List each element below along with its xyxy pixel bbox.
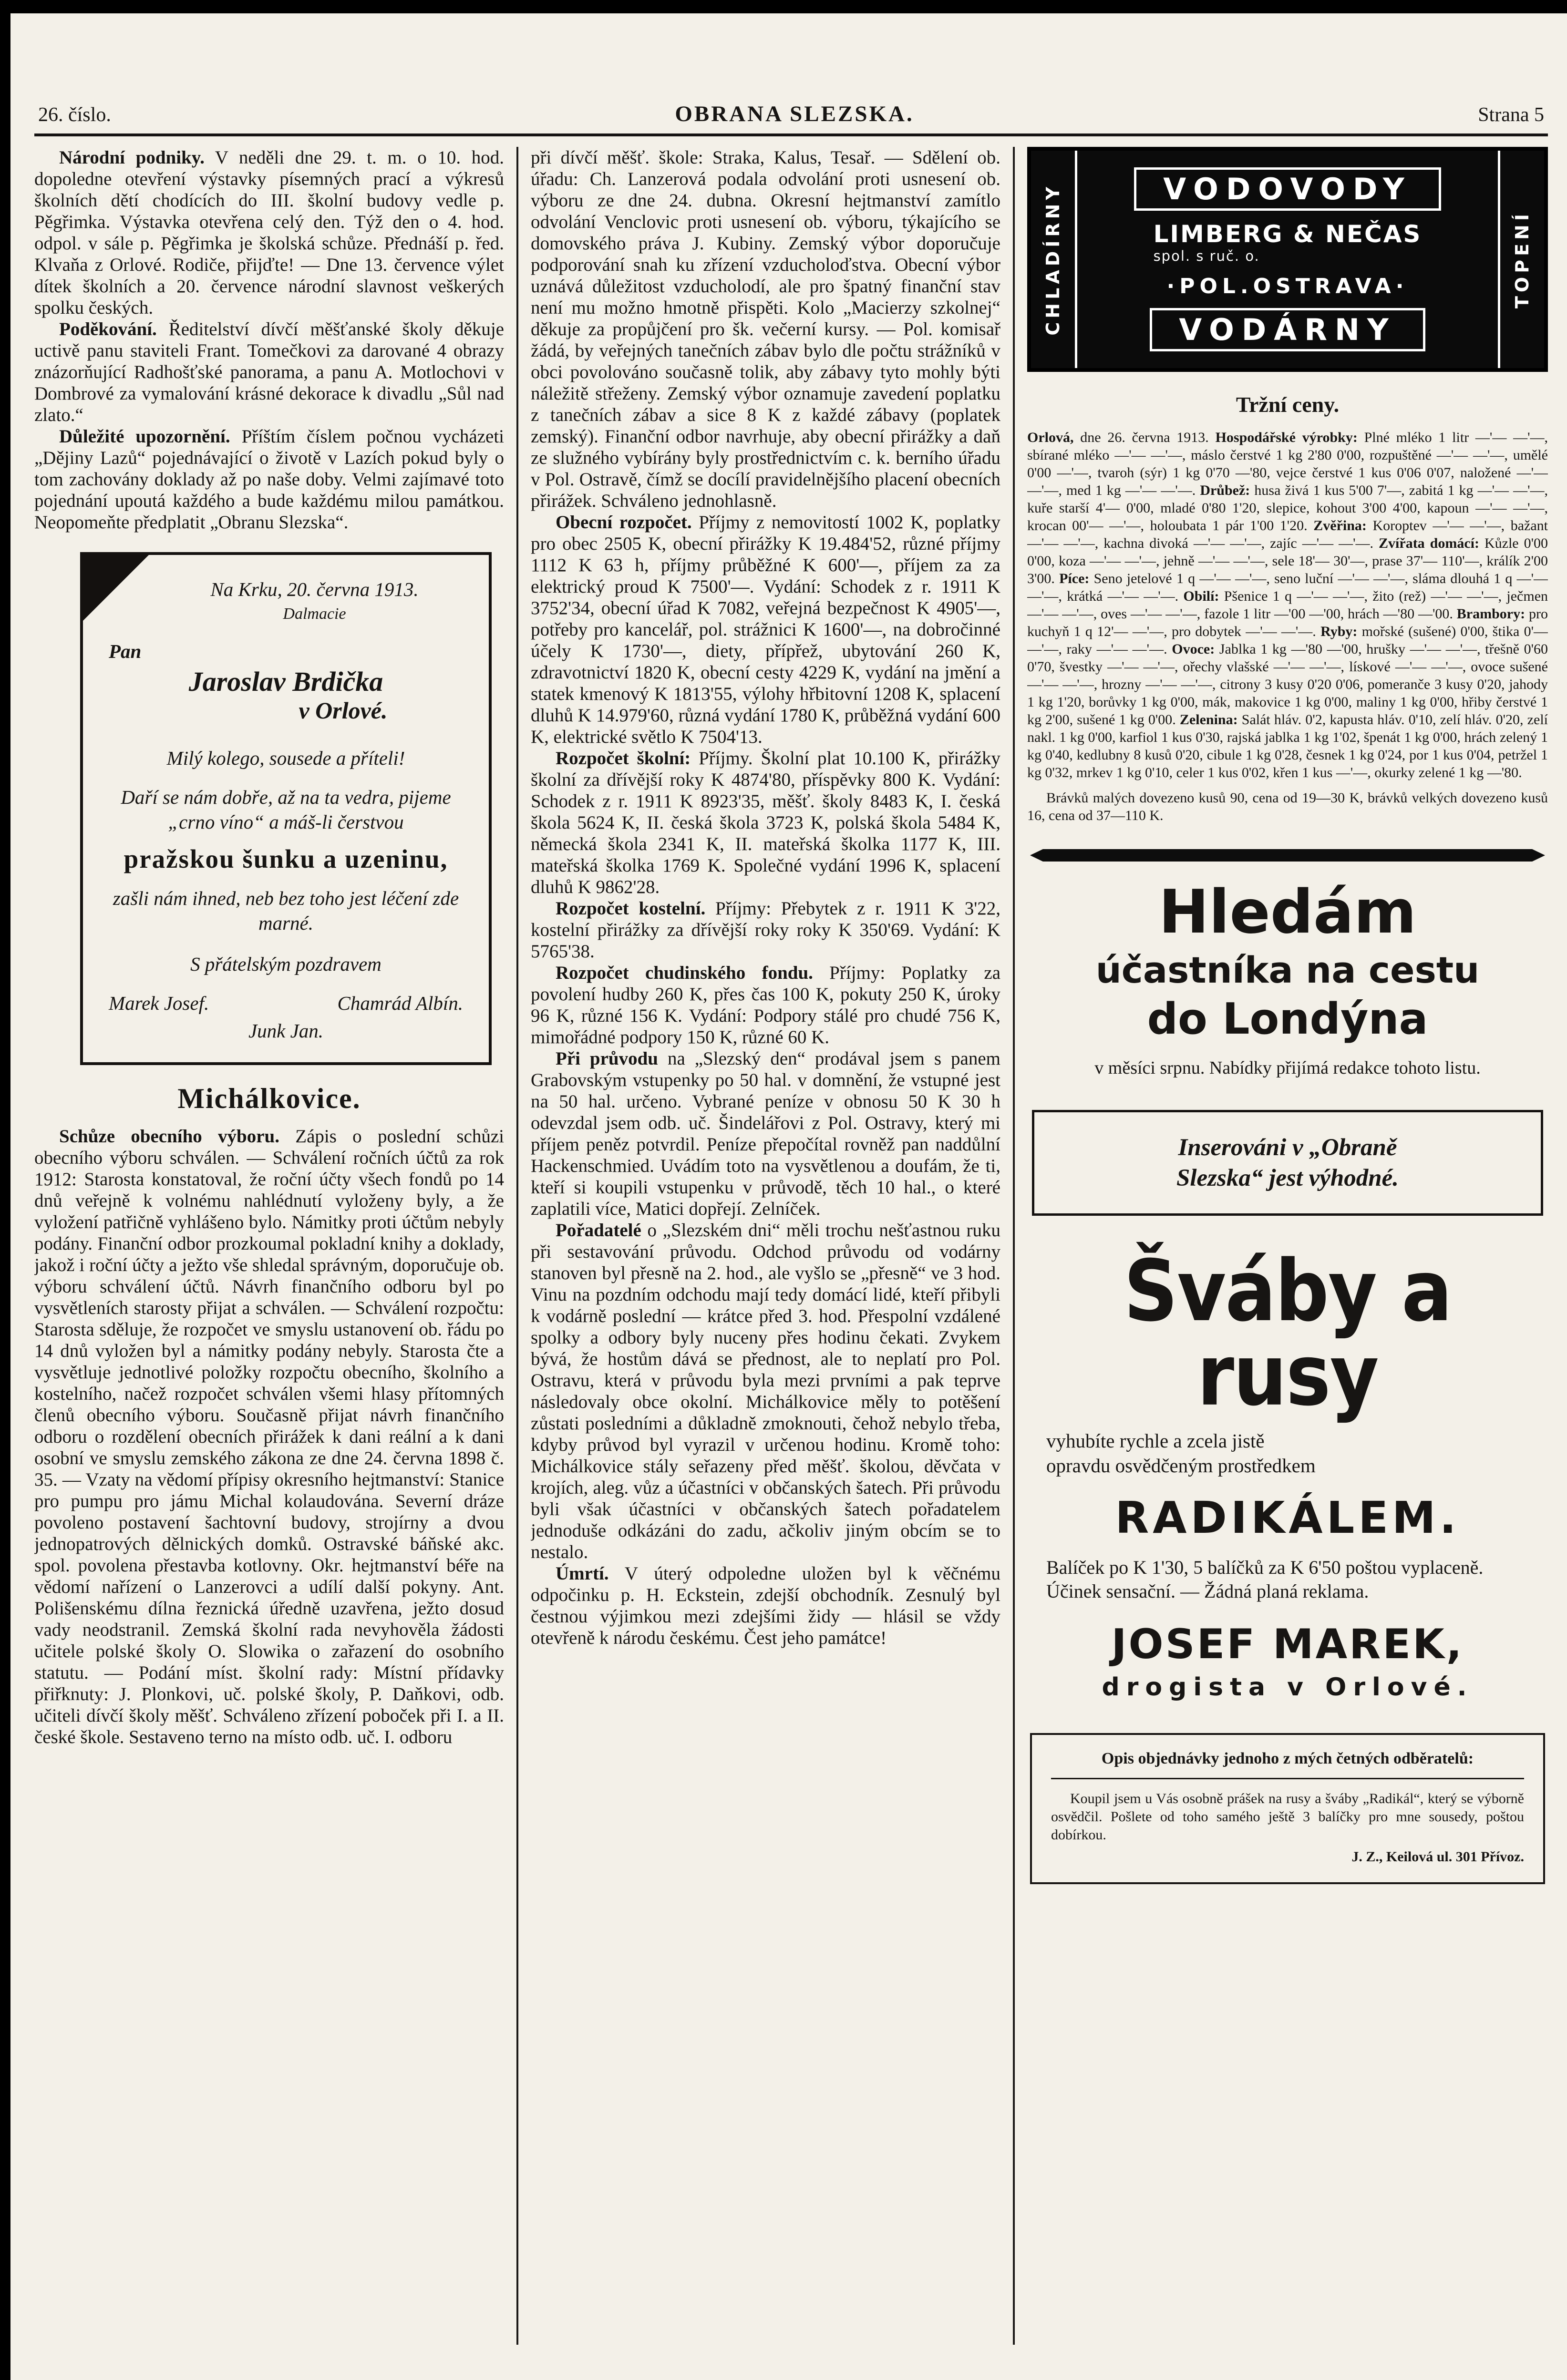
inzerce-line-2: Slezska“ jest výhodné. xyxy=(1176,1164,1399,1191)
article-continuation xyxy=(531,147,1000,512)
market-category: Zvířata domácí: xyxy=(1379,535,1479,551)
ad-hledam xyxy=(1027,877,1548,1079)
letter-body-2: zašli nám ihned, neb bez toho jest léčení zde marné. xyxy=(113,887,459,934)
letter-signature-3: Junk Jan. xyxy=(248,1020,324,1042)
article-upozorneni xyxy=(34,426,504,533)
article-text: V neděli dne 29. t. m. o 10. hod. dopoledne otevření výstavky písemných prací a výkresů školních dětí chodících do III. školní budovy vedle p. Pěgřimka. Výstavka otevřena celý den. Týž den o 4. hod. odpol. v sále p. Pěgřimka je školská schůze. Přednáší p. řed. Klvaňa z Orlové. Rodiče, přijďte! — Dne 13. července výlet dítek školních a 20. července národní slavnost veškerých spolku českých. xyxy=(34,147,504,318)
column-middle xyxy=(531,147,1000,2345)
market-text: mořské (sušené) 0'00, štika 0'— —'—, raky —'— —'—. xyxy=(1027,624,1548,657)
market-category: Zelenina: xyxy=(1179,712,1238,728)
market-category: Píce: xyxy=(1059,571,1090,586)
letter-signature-1: Marek Josef. xyxy=(109,992,209,1014)
opis-body: Koupil jsem u Vás osobně prášek na rusy a šváby „Radikál“, který se výborně osvědčil. Pošlete od toho samého ještě 3 balíčky pro mne sousedy, poštou dobírkou. xyxy=(1051,1790,1524,1843)
market-category: Hospodářské výrobky: xyxy=(1215,430,1358,445)
section-heading-michalkovice: Michálkovice. xyxy=(177,1083,361,1114)
article-lead: Úmrtí. xyxy=(556,1563,609,1584)
letter-dateline: Na Krku, 20. června 1913. xyxy=(210,578,419,600)
letter-signatures xyxy=(109,991,463,1016)
masthead-rule xyxy=(34,133,1548,136)
letter-product-highlight: pražskou šunku a uzeninu, xyxy=(124,844,448,873)
article-text: Zápis o poslední schůzi obecního výboru schválen. — Schválení ročních účtů za rok 1912: Starosta konstatoval, že roční účty všech fondů po 14 dnů veřejně k volnému nahlédnutí vyloženy byly, a že vyložení patřičně vyhlášeno bylo. Námitky proti účtům nebyly podány. Finanční odbor prozkoumal pokladní knihy a doklady, jakož i roční účty a ježto vše shledal správným, doporučuje ob. výboru schválení účtů. Návrh finančního odboru byl po vysvětleních starosty přijat a schválen. — Schválení rozpočtu: Starosta sděluje, že rozpočet ve smyslu ustanovení ob. řádu po 14 dnů vyložen byl a námitky podány nebyly. Starosta čte a vysvětluje jednotlivé položky rozpočtu obecního, školního a kostelního, načež rozpočet schválen všemi hlasy přítomných členů obecního výboru. Současně přijat návrh finančního odboru o rozdělení obecních přirážek k dani reální a k dani osobní ve smyslu zemského zákona ze dne 24. června 1898 č. 35. — Vzaty na vědomí přípisy okresního hejtmanství: Stanice pro pumpu pro jámu Michal kolaudována. Severní dráze povoleno postavení šachtovní budovy, strojírny a dvou jednopatrových dělnických domků. Ostravské báňské akc. spol. povolena přestavba kotlovny. Okr. hejtmanství béře na vědomí nařízení o Lanzerovci a udílí další pokyny. Ant. Polišenskému dílna řeznická úředně uzavřena, ježto dosud vady neodstranil. Zemská školní rada nevyhověla žádosti učitele polské školy O. Slowika o zařazení do osobního statutu. — Podání míst. školní rady: Místní přídavky přiřknuty: J. Plonkovi, uč. polské školy, P. Daňkovi, odb. učiteli dívčí školy měšť. Schváleno zřízení poboček při I. a II. české škole. Sestaveno terno na místo odb. uč. I. odboru xyxy=(34,1126,504,1747)
firm-name: LIMBERG & NEČAS xyxy=(1153,220,1422,248)
article-text: Příjmy: Poplatky za povolení hudby 260 K, přes čas 100 K, pokuty 250 K, úroky 96 K, různé 156 K. Vydání: Podpory stálé pro chudé 756 K, mimořádné podpory 150 K, různé 60 K. xyxy=(531,963,1000,1047)
market-text: Salát hláv. 0'2, kapusta hláv. 0'10, zelí hláv. 0'20, zelí nakl. 1 kg 0'00, karfiol 1 kus 0'30, rajská jablka 1 kg 1'02, špenát 1 kg 0'00, hrách zelený 1 kg 0'40, kedlubny 8 kusů 0'20, cibule 1 kg 0'28, česnek 1 kg 0'24, por 1 kus 0'04, petržel 1 kg 0'32, mrkev 1 kg 0'10, celer 1 kus 0'02, křen 1 kus —'—, okurky zelené 1 kg —'80. xyxy=(1027,712,1548,780)
article-lead: Poděkování. xyxy=(59,319,157,339)
article-text: Příjmy: Přebytek z r. 1911 K 3'22, kostelní přirážky za dřívější roky roky K 350'69. Vydání: K 5765'38. xyxy=(531,898,1000,962)
article-poradatele xyxy=(531,1220,1000,1563)
article-lead: Pořadatelé xyxy=(556,1220,641,1241)
page-number: Strana 5 xyxy=(1478,104,1544,126)
article-lead: Národní podniky. xyxy=(59,147,205,168)
market-text: dne 26. června 1913. xyxy=(1080,430,1209,445)
vertical-label-text: CHLADÍRNY xyxy=(1042,183,1063,336)
article-narodni-podniky xyxy=(34,147,504,318)
column-left xyxy=(34,147,504,2345)
article-lead: Důležité upozornění. xyxy=(59,426,230,447)
tapered-rule xyxy=(1030,849,1545,862)
market-category: Drůbež: xyxy=(1200,482,1250,498)
letter-signature-2: Chamrád Albín. xyxy=(337,992,463,1014)
article-pri-pruvodu xyxy=(531,1048,1000,1220)
scan-edge-left xyxy=(0,0,10,2380)
market-text: Plné mléko 1 litr —'— —'—, sbírané mléko —'— —'—, máslo čerstvé 1 kg 2'80 0'00, rozpuštěné —'— —'—, umělé 0'00 —'—, tvaroh (sýr) 1 kg 0'70 —'80, vejce čerstvé 1 kus 0'06 0'07, naložené —'— —'—, med 1 kg —'— —'—. xyxy=(1027,430,1548,498)
letter-closing: S přátelským pozdravem xyxy=(190,953,381,975)
ad-vodovody xyxy=(1027,147,1548,372)
market-prices xyxy=(1027,429,1548,781)
article-schuze-vyboru xyxy=(34,1126,504,1748)
market-note: Brávků malých dovezeno kusů 90, cena od 19—30 K, brávků velkých dovezeno kusů 16, cena od 37—110 K. xyxy=(1027,790,1548,823)
market-text: Jablka 1 kg —'80 —'00, hrušky —'— —'—, třešně 0'60 0'70, švestky —'— —'—, ořechy vlašské —'— —'—, lískové —'— —'—, ovoce sušené —'— —'—, hrozny —'— —'—, citrony 3 kusy 0'20 0'06, pomeranče 3 kusy 0'20, jahody 1 kg 1'20, borůvky 1 kg 0'00, mák, makovice 1 kg 0'00, maliny 1 kg 0'00, hřiby čerstvé 1 kg 2'00, sušené 1 kg 0'00. xyxy=(1027,641,1548,728)
issue-number: 26. číslo. xyxy=(38,104,111,126)
letter-recipient-name: Jaroslav Brdička xyxy=(188,666,383,697)
hledam-subheadline-1: účastníka na cestu xyxy=(1095,949,1480,992)
article-lead: Při průvodu xyxy=(556,1048,658,1069)
article-obecni-rozpocet xyxy=(531,512,1000,748)
paper-title: OBRANA SLEZSKA. xyxy=(675,102,914,126)
article-lead: Rozpočet školní: xyxy=(556,748,691,769)
inzerce-line-1: Inserováni v „Obraně xyxy=(1178,1134,1397,1161)
market-dateline: Orlová, xyxy=(1027,430,1074,445)
hledam-headline: Hledám xyxy=(1158,877,1417,947)
article-text: Příjmy. Školní plat 10.100 K, přirážky školní za dřívější roky K 4874'80, příspěvky 800 K. Vydání: Schodek z r. 1911 K 8923'35, měšť. školy 8483 K, I. česká škola 5624 K, II. česká škola 3723 K, polská škola 5484 K, německá škola 2341 K, II. mateřská školka 1177 K, III. mateřská školka 1769 K. Společné vydání 1996 K, splacení dluhů K 9862'28. xyxy=(531,748,1000,897)
market-text: husa živá 1 kus 5'00 7'—, zabitá 1 kg —'— —'—, kuře starší 4'— 0'00, mladé 0'80 1'20, slepice, kohout 3'00 4'00, kapoun —'— —'—, krocan 00'— —'—, holoubata 1 pár 1'00 1'20. xyxy=(1027,482,1548,533)
article-lead: Rozpočet kostelní. xyxy=(556,898,706,919)
vertical-label-text: TOPENÍ xyxy=(1512,210,1533,308)
svaby-intro xyxy=(1027,1428,1548,1478)
svaby-headline: Šváby a rusy xyxy=(1124,1242,1452,1425)
hledam-body: v měsíci srpnu. Nabídky přijímá redakce tohoto listu. xyxy=(1094,1057,1481,1078)
opis-heading: Opis objednávky jednoho z mých četných odběratelů: xyxy=(1051,1748,1524,1779)
svaby-intro-line-2: opravdu osvědčeným prostředkem xyxy=(1046,1454,1316,1477)
article-lead: Schůze obecního výboru. xyxy=(59,1126,279,1147)
ad-vodovody-center xyxy=(1077,151,1498,368)
article-text: při dívčí měšť. škole: Straka, Kalus, Tesař. — Sdělení ob. úřadu: Ch. Lanzerová podala odvolání proti usnesení ob. výboru ze dne 24. dubna. Okresní hejtmanství zamítlo odvolání Venclovic proti usnesení ob. výboru, týkajícího se domovského práva J. Kubiny. Zemský výbor doporučuje podporování snah ku zřízení vzducholoďstva. Obecní výbor uznává důležitost vzducholodí, ale pro špatný finanční stav není mu možno hmotně přispěti. Kolo „Macierzy szkolnej“ děkuje za propůjčení pro šk. večerní kursy. — Pol. komisař žádá, by veřejných tanečních zábav bylo dle počtu strážníků v obci povolováno současně tolik, aby zábavy tyto mohly býti náležitě střeženy. Zemský výbor oznamuje zavedení poplatku z tanečních zábav a sice 8 K z každé zábavy (poplatek zemský). Finanční odbor navrhuje, aby obecní přirážky a daň ze služného vybírány byly prostřednictvím c. k. berního úřadu v Pol. Ostravě, čímž se docílí pravidelnějšího placení obecních přirážek. Schváleno jednohlasně. xyxy=(531,147,1000,511)
market-text: pro kuchyň 1 q 12'— —'—, pro dobytek —'— —'—. xyxy=(1027,606,1548,639)
seller-name: JOSEF MAREK, xyxy=(1111,1620,1464,1668)
column-rule-2 xyxy=(1013,147,1015,2345)
market-text: Kůzle 0'00 0'00, koza —'— —'—, jehně —'— —'—, sele 18'— 30'—, prase 37'— 110'—, králík 2'00 3'00. xyxy=(1027,535,1548,586)
letter-body-1: Daří se nám dobře, až na ta vedra, pijeme „crno víno“ a máš-li čerstvou xyxy=(121,786,451,833)
ad-inzerce xyxy=(1032,1110,1543,1216)
article-umrti xyxy=(531,1563,1000,1649)
letter-recipient-city: v Orlové. xyxy=(299,697,388,724)
corner-triangle-decoration xyxy=(80,552,152,624)
letter-salutation: Pan xyxy=(109,640,142,662)
columns xyxy=(34,147,1548,2345)
firm-type: spol. s ruč. o. xyxy=(1153,248,1260,265)
ad-opis-objednavky xyxy=(1030,1733,1545,1884)
market-category: Obilí: xyxy=(1183,588,1219,604)
article-rozpocet-kostelni xyxy=(531,898,1000,962)
market-category: Ovoce: xyxy=(1172,641,1215,657)
market-text: Pšenice 1 q —'— —'—, žito (rež) —'— —'—, ječmen —'— —'—, oves —'— —'—, fazole 1 litr —'00 —'00, hrách —'80 —'00. xyxy=(1027,588,1548,622)
scan-edge-top xyxy=(0,0,1567,13)
article-lead: Rozpočet chudinského fondu. xyxy=(556,963,813,983)
market-category: Ryby: xyxy=(1320,624,1358,639)
masthead xyxy=(34,101,1548,127)
market-prices-title: Tržní ceny. xyxy=(1236,392,1340,417)
vertical-label-chladirny xyxy=(1031,151,1077,368)
article-rozpocet-chudinsky xyxy=(531,962,1000,1048)
radikal-product-name: RADIKÁLEM. xyxy=(1115,1492,1460,1543)
ad-svaby xyxy=(1027,1242,1548,1702)
opis-signature: J. Z., Keilová ul. 301 Přívoz. xyxy=(1351,1848,1524,1865)
market-category: Brambory: xyxy=(1456,606,1526,622)
vertical-label-topeni xyxy=(1498,151,1544,368)
letter-advertisement xyxy=(80,552,492,1065)
column-right xyxy=(1027,147,1548,2345)
article-podekovani xyxy=(34,318,504,426)
article-text: Příštím číslem počnou vycházeti „Dějiny Lazů“ pojednávající o životě v Lazích pokud byly o tom zachovány doklady až po naše doby. Velmi zajímavé toto pojednání upoutá každého a bude každému milou památkou. Neopomeňte předplatit „Obranu Slezska“. xyxy=(34,426,504,533)
article-text: na „Slezský den“ prodával jsem s panem Grabovským vstupenky po 50 hal. v domnění, že vstupné jest na 50 hal. určeno. Vybrané peníze v obnosu 50 K 30 h odevzdal jsem odb. uč. Šindelářovi z Pol. Ostravy, který mi příjem peněz potvrdil. Peníze přepočítal rovněž pan naddůlní Hackenschmied. Uvádím toto na vysvětlenou a doufám, že ti, kteří si koupili vstupenku v průvodě, těch 10 hal., o které zaplatili více, Matici dopřejí. Zelníček. xyxy=(531,1048,1000,1219)
market-text: Koroptev —'— —'—, bažant —'— —'—, kachna divoká —'— —'—, zajíc —'— —'—. xyxy=(1027,518,1548,551)
article-text: o „Slezském dni“ měli trochu nešťastnou ruku při sestavování průvodu. Odchod průvodu od vodárny stanoven byl přesně na 2. hod., ale vyšlo se „přesně“ ve 3 hod. Vinu na pozdním odchodu mají tedy domácí lidé, kteří přibyli k vodárně poslední — krátce před 3. hod. Přespolní vzdálené spolky a odbory byly nuceny přes hodinu čekati. Zvykem bývá, že hostům dává se přednost, ale to neplatí pro Pol. Ostravu, která v průvodu byla mezi prvními a pak teprve následovaly obce okolní. Michálkovice měly to potěšení zůstati posledními a důkladně zmoknouti, čehož nebylo třeba, kdyby průvod byl vyrazil v určenou hodinu. Kromě toho: Michálkovice stály seřazeny před měšť. školou, děvčata v krojích, aleg. vůz a účastníci v občanských šatech. Při průvodu byli však účastníci v občanských šatech pořadatelem jednoduše odkázáni do zadu, ačkoliv jiným obcím se to nestalo. xyxy=(531,1220,1000,1562)
article-text: V úterý odpoledne uložen byl k věčnému odpočinku p. H. Eckstein, zdejší obchodník. Zesnulý byl čestnou výjimkou mezi zdejšími židy — hlásil se vždy otevřeně k národu českému. Čest jeho památce! xyxy=(531,1563,1000,1648)
page-content xyxy=(34,101,1548,2345)
vodovody-title: VODOVODY xyxy=(1134,167,1441,211)
vodarny-title: VODÁRNY xyxy=(1150,308,1425,351)
hledam-subheadline-2: do Londýna xyxy=(1147,994,1428,1045)
article-lead: Obecní rozpočet. xyxy=(556,512,692,533)
svaby-intro-line-1: vyhubíte rychle a zcela jistě xyxy=(1046,1429,1265,1452)
market-text: Seno jetelové 1 q —'— —'—, seno luční —'— —'—, sláma dlouhá 1 q —'— —'—, krátká —'— —'—. xyxy=(1027,571,1548,604)
column-rule-1 xyxy=(516,147,518,2345)
market-category: Zvěřina: xyxy=(1313,518,1367,533)
letter-greeting: Milý kolego, sousede a příteli! xyxy=(166,747,405,769)
article-text: Ředitelství dívčí měšťanské školy děkuje uctivě panu staviteli Frant. Tomečkovi za darované 4 obrazy znázorňující Radhošťské panorama, a panu A. Motlochovi v Dombrové za vymalování krásné dekorace k divadlu „Sůl nad zlato.“ xyxy=(34,319,504,425)
svaby-body: Balíček po K 1'30, 5 balíčků za K 6'50 poštou vyplaceně. Účinek sensační. — Žádná planá reklama. xyxy=(1046,1556,1484,1602)
article-text: Příjmy z nemovitostí 1002 K, poplatky pro obec 2505 K, obecní přirážky K 19.484'52, různé příjmy 1112 K 63 h, příjmy průběžné K 600'—, příjem za za elektrický proud K 7500'—. Vydání: Schodek z r. 1911 K 3752'34, obecní úřad K 7082, veřejná bezpečnost K 4905'—, potřeby pro kancelář, pol. strážnici K 1600'—, na dobročinné účely K 1730'—, diety, přípřež, ubytování 260 K, zdravotnictví 1820 K, obecní cesty 4229 K, vydání na jmění a statek kmenový K 1813'55, výlohy hřbitovní 1208 K, splacení dluhů K 14.979'60, různá vydání 1780 K, průběžná vydání 600 K, elektrické světlo K 7504'13. xyxy=(531,512,1000,747)
article-rozpocet-skolni xyxy=(531,748,1000,898)
firm-city: ·POL.OSTRAVA· xyxy=(1166,274,1409,298)
seller-role: drogista v Orlové. xyxy=(1102,1672,1474,1702)
letter-place: Dalmacie xyxy=(283,605,346,623)
